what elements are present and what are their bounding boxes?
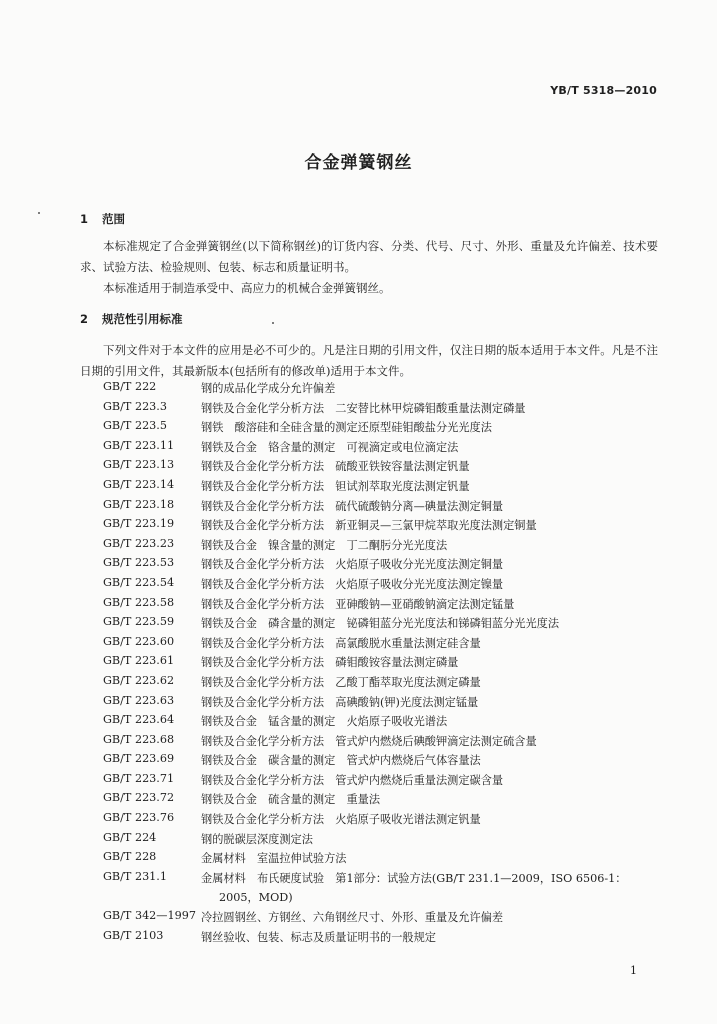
reference-code: GB/T 231.1 [103,869,167,883]
reference-title: 钢铁及合金 硫含量的测定 重量法 [201,793,381,807]
reference-code: GB/T 223.14 [103,477,175,491]
reference-code: GB/T 223.18 [103,497,175,511]
reference-title: 钢铁及合金化学分析方法 硫酸亚铁铵容量法测定钒量 [201,460,470,474]
reference-item [103,556,663,576]
reference-code: GB/T 223.3 [103,399,167,413]
reference-code: GB/T 2103 [103,928,164,942]
section-1-paragraph-1: 本标准规定了合金弹簧钢丝(以下简称钢丝)的订货内容、分类、代号、尺寸、外形、重量及允许偏差、技术要求、试验方法、检验规则、包装、标志和质量证明书。 [80,239,658,274]
reference-title: 钢铁及合金化学分析方法 火焰原子吸收分光光度法测定铜量 [201,558,504,572]
reference-item [103,498,663,518]
reference-code: GB/T 228 [103,850,157,864]
reference-code: GB/T 223.76 [103,811,175,825]
reference-item [103,478,663,498]
reference-code: GB/T 223.53 [103,556,175,570]
reference-item [103,654,663,674]
reference-title: 钢的脱碳层深度测定法 [201,832,313,846]
reference-title: 钢铁及合金化学分析方法 亚砷酸钠—亚硝酸钠滴定法测定锰量 [201,597,515,611]
reference-title: 钢铁及合金化学分析方法 高氯酸脱水重量法测定硅含量 [201,636,481,650]
scan-speck [272,322,274,324]
reference-title: 钢的成品化学成分允许偏差 [201,382,336,395]
reference-code: GB/T 223.68 [103,732,175,746]
reference-item [103,772,663,792]
reference-code: GB/T 342—1997 [103,909,196,923]
reference-code: GB/T 223.59 [103,615,175,629]
reference-title: 钢铁及合金化学分析方法 火焰原子吸收分光光度法测定镍量 [201,577,504,591]
section-1-paragraph-2: 本标准适用于制造承受中、高应力的机械合金弹簧钢丝。 [103,281,391,295]
reference-code: GB/T 223.60 [103,634,175,648]
section-2-heading [80,311,183,327]
reference-item [103,733,663,753]
reference-code: GB/T 223.69 [103,752,175,766]
reference-title: 钢铁及合金化学分析方法 磷钼酸铵容量法测定磷量 [201,656,459,670]
reference-title-continuation: 2005，MOD) [219,891,293,905]
reference-item [103,517,663,537]
reference-title: 钢铁及合金化学分析方法 钽试剂萃取光度法测定钒量 [201,479,470,493]
reference-code: GB/T 224 [103,830,157,844]
reference-title: 钢铁及合金化学分析方法 新亚铜灵—三氯甲烷萃取光度法测定铜量 [201,519,537,533]
reference-item [103,380,663,400]
reference-code: GB/T 222 [103,380,157,393]
reference-item [103,439,663,459]
reference-title: 钢铁及合金 磷含量的测定 铋磷钼蓝分光光度法和锑磷钼蓝分光光度法 [201,617,560,631]
reference-title: 钢铁及合金化学分析方法 高碘酸钠(钾)光度法测定锰量 [201,695,479,709]
reference-code: GB/T 223.23 [103,536,175,550]
reference-item [103,537,663,557]
section-2-intro: 下列文件对于本文件的应用是必不可少的。凡是注日期的引用文件，仅注日期的版本适用于本文件。凡是不注日期的引用文件，其最新版本(包括所有的修改单)适用于本文件。 [80,343,658,378]
reference-code: GB/T 223.61 [103,654,175,668]
reference-item [103,811,663,831]
reference-title: 钢铁及合金化学分析方法 管式炉内燃烧后碘酸钾滴定法测定硫含量 [201,734,537,748]
reference-title: 钢铁及合金 镍含量的测定 丁二酮肟分光光度法 [201,538,448,552]
reference-code: GB/T 223.64 [103,713,175,727]
reference-item [103,791,663,811]
reference-title: 钢铁及合金 碳含量的测定 管式炉内燃烧后气体容量法 [201,754,481,768]
reference-title: 钢铁及合金 锰含量的测定 火焰原子吸收光谱法 [201,715,448,729]
reference-item [103,870,663,890]
reference-code: GB/T 223.5 [103,419,167,433]
reference-code: GB/T 223.19 [103,517,175,531]
section-1-number: 1 [80,212,89,226]
reference-title: 钢铁及合金化学分析方法 管式炉内燃烧后重量法测定碳含量 [201,773,504,787]
reference-title: 钢铁及合金化学分析方法 二安替比林甲烷磷钼酸重量法测定磷量 [201,401,526,415]
reference-title: 钢铁及合金 铬含量的测定 可视滴定或电位滴定法 [201,440,459,454]
reference-title: 金属材料 布氏硬度试验 第1部分：试验方法(GB/T 231.1—2009，ISO 6506-1： [201,871,627,885]
reference-item [103,576,663,596]
section-1-heading [80,211,125,227]
reference-item [103,694,663,714]
reference-code: GB/T 223.58 [103,595,175,609]
reference-title: 金属材料 室温拉伸试验方法 [201,852,347,866]
reference-code: GB/T 223.63 [103,693,175,707]
reference-title: 钢铁 酸溶硅和全硅含量的测定还原型硅钼酸盐分光光度法 [201,421,492,435]
reference-code: GB/T 223.72 [103,791,175,805]
document-title: 合金弹簧钢丝 [304,153,413,173]
reference-item [103,850,663,870]
reference-item [103,635,663,655]
reference-code: GB/T 223.11 [103,438,175,452]
scan-speck [38,212,40,214]
reference-title: 钢铁及合金化学分析方法 硫代硫酸钠分离—碘量法测定铜量 [201,499,504,513]
reference-item [103,909,663,929]
reference-title: 钢丝验收、包装、标志及质量证明书的一般规定 [201,930,436,944]
reference-item [103,400,663,420]
reference-item [103,458,663,478]
reference-title: 冷拉圆钢丝、方钢丝、六角钢丝尺寸、外形、重量及允许偏差 [201,911,504,925]
page-number: 1 [630,964,637,977]
reference-item [103,752,663,772]
reference-item [103,596,663,616]
reference-code: GB/T 223.54 [103,575,175,589]
standard-code: YB/T 5318—2010 [550,84,657,97]
reference-item [103,419,663,439]
reference-title: 钢铁及合金化学分析方法 乙酸丁酯萃取光度法测定磷量 [201,675,481,689]
reference-item [103,929,663,949]
reference-item [103,713,663,733]
reference-item [103,615,663,635]
section-2-number: 2 [80,312,89,326]
section-2-title: 规范性引用标准 [102,312,183,326]
reference-code: GB/T 223.13 [103,458,175,472]
reference-code: GB/T 223.71 [103,771,175,785]
reference-list [103,380,663,948]
section-1-title: 范围 [102,212,126,226]
reference-title: 钢铁及合金化学分析方法 火焰原子吸收光谱法测定钒量 [201,813,481,827]
reference-code: GB/T 223.62 [103,673,175,687]
reference-item [103,831,663,851]
reference-item [103,674,663,694]
